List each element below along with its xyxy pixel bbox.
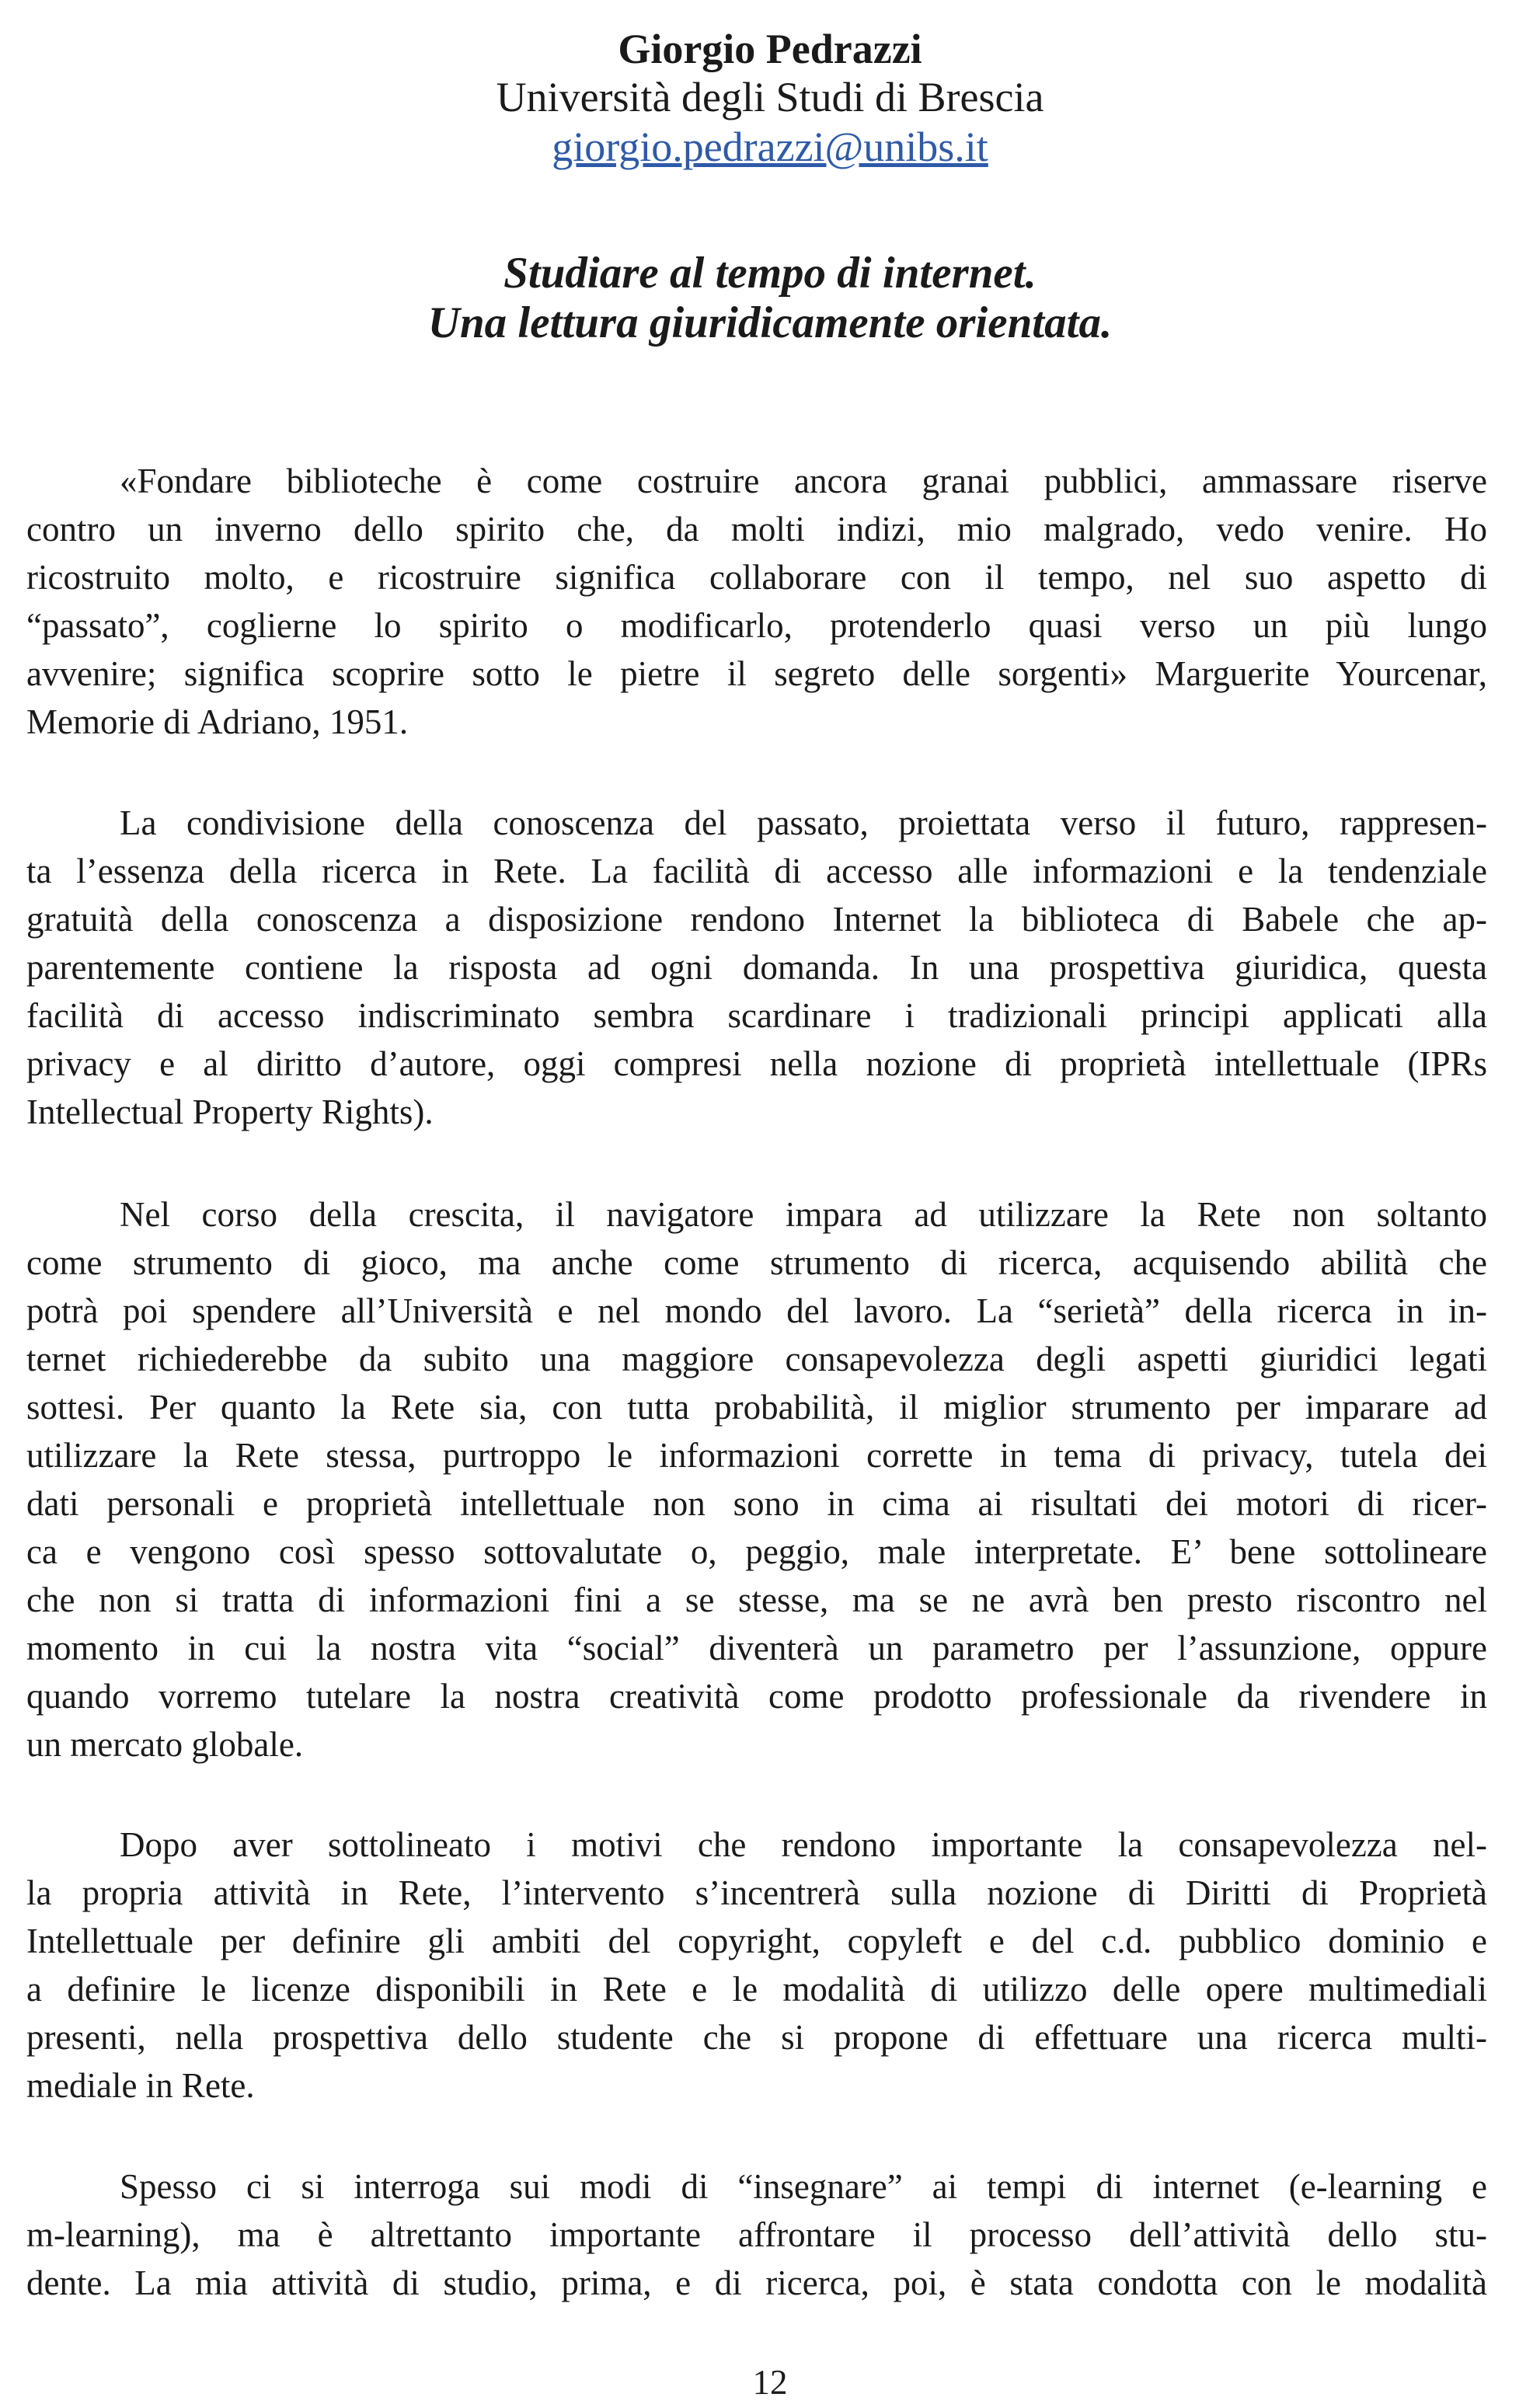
- text-line: Spesso ci si interroga sui modi di “insegnare” ai tempi di internet (e-learning e: [120, 2167, 1487, 2206]
- text-line: momento in cui la nostra vita “social” diventerà un parametro per l’assunzione, oppure: [26, 1629, 1487, 1667]
- text-line: Intellettuale per definire gli ambiti del copyright, copyleft e del c.d. pubblico dominio e: [26, 1922, 1487, 1960]
- text-line: un mercato globale.: [26, 1725, 304, 1764]
- text-line: «Fondare biblioteche è come costruire ancora granai pubblici, ammassare riserve: [120, 462, 1487, 500]
- author-email-link[interactable]: giorgio.pedrazzi@unibs.it: [552, 124, 988, 170]
- document-title-line-1: Studiare al tempo di internet.: [503, 249, 1037, 298]
- text-line: facilità di accesso indiscriminato sembra scardinare i tradizionali principi applicati alla: [26, 996, 1487, 1035]
- text-line: dati personali e proprietà intellettuale non sono in cima ai risultati dei motori di ricer-: [26, 1484, 1487, 1523]
- document-title-line-2: Una lettura giuridicamente orientata.: [427, 298, 1113, 347]
- text-line: ricostruito molto, e ricostruire significa collaborare con il tempo, nel suo aspetto di: [26, 558, 1487, 597]
- text-line: privacy e al diritto d’autore, oggi compresi nella nozione di proprietà intellettuale (IPRs: [26, 1044, 1487, 1083]
- text-line: ca e vengono così spesso sottovalutate o, peggio, male interpretate. E’ bene sottolineare: [26, 1532, 1487, 1571]
- text-line: potrà poi spendere all’Università e nel mondo del lavoro. La “serietà” della ricerca in in-: [26, 1291, 1487, 1330]
- paragraph-quote: [26, 457, 1487, 746]
- text-line: la propria attività in Rete, l’intervento s’incentrerà sulla nozione di Diritti di Proprietà: [26, 1873, 1487, 1912]
- author-name: Giorgio Pedrazzi: [618, 26, 922, 72]
- text-line: a definire le licenze disponibili in Rete e le modalità di utilizzo delle opere multimediali: [26, 1970, 1487, 2009]
- text-line: Nel corso della crescita, il navigatore impara ad utilizzare la Rete non soltanto: [120, 1195, 1487, 1234]
- text-line: sottesi. Per quanto la Rete sia, con tutta probabilità, il miglior strumento per imparare ad: [26, 1388, 1487, 1427]
- paragraph: [26, 1190, 1487, 1769]
- text-line: contro un inverno dello spirito che, da molti indizi, mio malgrado, vedo venire. Ho: [26, 510, 1487, 549]
- text-line: ta l’essenza della ricerca in Rete. La facilità di accesso alle informazioni e la tendenziale: [26, 852, 1487, 890]
- text-line: mediale in Rete.: [26, 2066, 255, 2105]
- text-line: Dopo aver sottolineato i motivi che rendono importante la consapevolezza nel-: [120, 1825, 1487, 1864]
- author-affiliation: Università degli Studi di Brescia: [496, 74, 1044, 120]
- paragraph: [26, 799, 1487, 1136]
- text-line: m-learning), ma è altrettanto importante affrontare il processo dell’attività dello stu-: [26, 2215, 1487, 2254]
- text-line: parentemente contiene la risposta ad ogni domanda. In una prospettiva giuridica, questa: [26, 948, 1487, 987]
- text-line: La condivisione della conoscenza del passato, proiettata verso il futuro, rappresen-: [120, 803, 1487, 842]
- text-line: quando vorremo tutelare la nostra creatività come prodotto professionale da rivendere in: [26, 1677, 1487, 1716]
- paragraph: [26, 1821, 1487, 2110]
- paragraph: [26, 2162, 1487, 2307]
- text-line: che non si tratta di informazioni fini a se stesse, ma se ne avrà ben presto riscontro nel: [26, 1580, 1487, 1619]
- page-number: 12: [752, 2363, 788, 2402]
- text-line: presenti, nella prospettiva dello studente che si propone di effettuare una ricerca multi-: [26, 2018, 1487, 2057]
- text-line: Intellectual Property Rights).: [26, 1092, 434, 1131]
- text-line: avvenire; significa scoprire sotto le pietre il segreto delle sorgenti» Marguerite Yourcenar,: [26, 654, 1487, 693]
- text-line: Memorie di Adriano, 1951.: [26, 702, 409, 741]
- text-line: come strumento di gioco, ma anche come strumento di ricerca, acquisendo abilità che: [26, 1243, 1487, 1282]
- text-line: gratuità della conoscenza a disposizione rendono Internet la biblioteca di Babele che ap-: [26, 900, 1487, 939]
- text-line: ternet richiederebbe da subito una maggiore consapevolezza degli aspetti giuridici legati: [26, 1340, 1487, 1378]
- text-line: utilizzare la Rete stessa, purtroppo le informazioni corrette in tema di privacy, tutela dei: [26, 1436, 1487, 1475]
- text-line: dente. La mia attività di studio, prima, e di ricerca, poi, è stata condotta con le modalità: [26, 2263, 1487, 2302]
- text-line: “passato”, coglierne lo spirito o modificarlo, protenderlo quasi verso un più lungo: [26, 606, 1487, 645]
